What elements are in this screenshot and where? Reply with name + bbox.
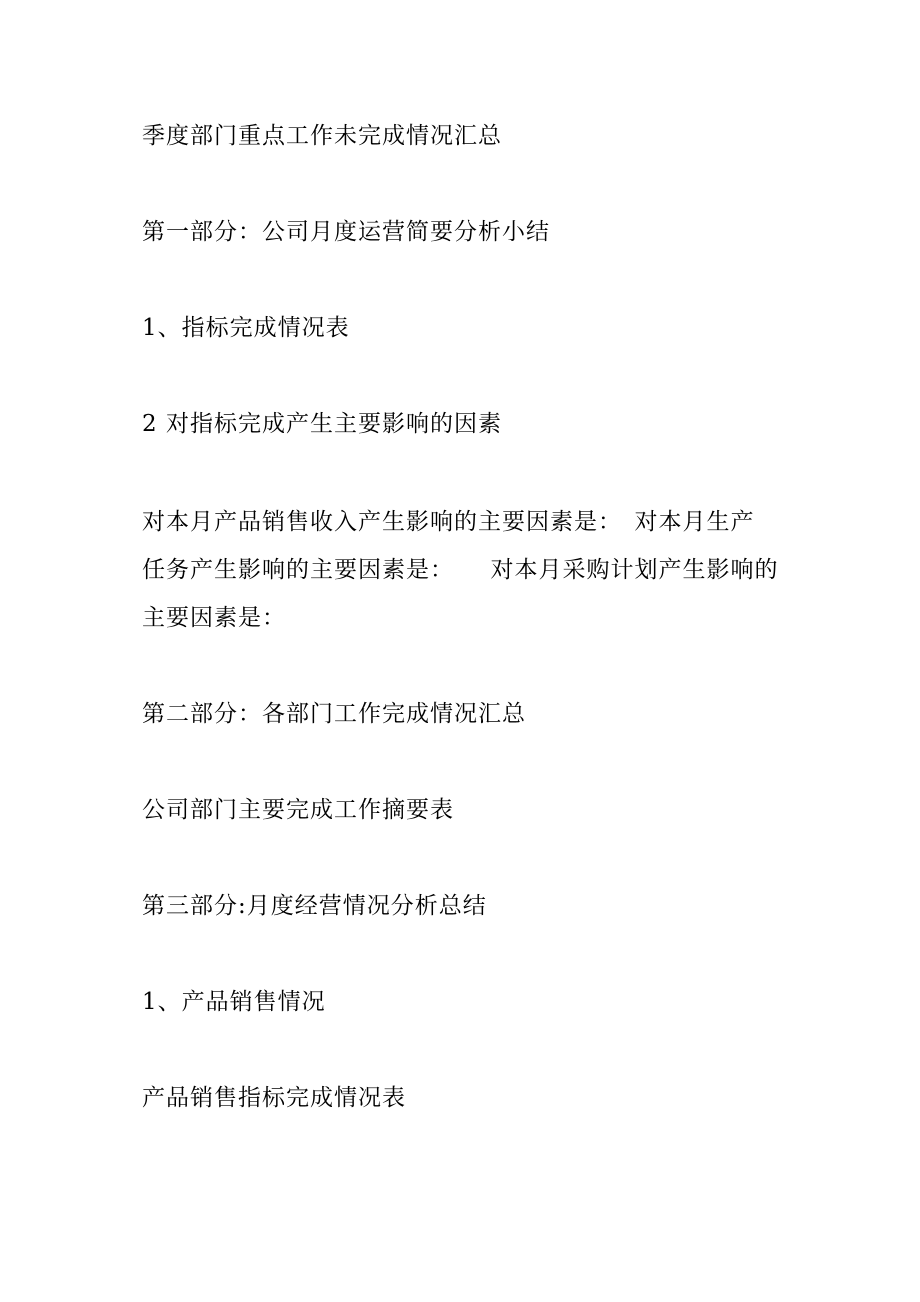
part3-title: 第三部分:月度经营情况分析总结 — [142, 893, 487, 919]
factors-line-2: 任务产生影响的主要因素是： 对本月采购计划产生影响的 — [142, 557, 779, 583]
factors-line-1: 对本月产品销售收入产生影响的主要因素是： 对本月生产 — [142, 509, 755, 535]
part2-table-title: 公司部门主要完成工作摘要表 — [142, 797, 454, 823]
part3-table-title: 产品销售指标完成情况表 — [142, 1085, 406, 1111]
part1-title: 第一部分：公司月度运营简要分析小结 — [142, 219, 550, 245]
item2-influencing-factors: 2 对指标完成产生主要影响的因素 — [142, 411, 502, 437]
document-heading: 季度部门重点工作未完成情况汇总 — [142, 123, 502, 149]
item1-indicator-table: 1、指标完成情况表 — [142, 315, 350, 341]
factors-line-3: 主要因素是： — [142, 605, 286, 631]
factors-paragraph — [142, 498, 802, 642]
part3-item1: 1、产品销售情况 — [142, 989, 326, 1015]
part2-title: 第二部分：各部门工作完成情况汇总 — [142, 701, 526, 727]
